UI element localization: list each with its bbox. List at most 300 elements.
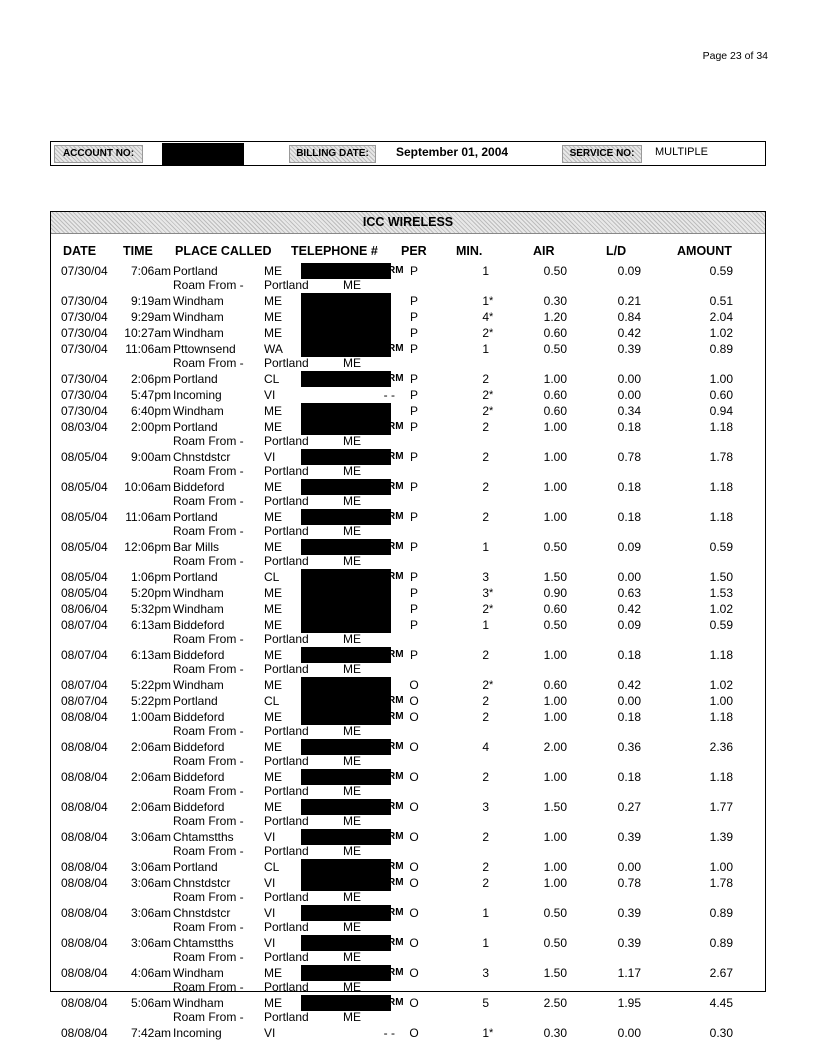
roam-from-row: [51, 464, 765, 478]
call-place: Chtamstths: [173, 936, 234, 950]
call-row: [51, 420, 765, 434]
air-charge: 2.50: [543, 996, 567, 1010]
call-minutes: 2: [482, 388, 489, 402]
air-charge: 1.50: [543, 966, 567, 980]
call-minutes: 3: [482, 586, 489, 600]
call-date: 08/08/04: [61, 906, 108, 920]
long-distance-charge: 0.27: [617, 800, 641, 814]
air-charge: 0.60: [543, 602, 567, 616]
telephone-redaction: [301, 293, 391, 309]
call-minutes: 1: [482, 906, 489, 920]
roaming-flag: RM: [388, 831, 404, 842]
call-amount: 0.89: [709, 936, 733, 950]
telephone-redaction: [301, 875, 391, 891]
call-place: Chtamstths: [173, 830, 234, 844]
air-charge: 0.50: [543, 936, 567, 950]
call-place: Windham: [173, 326, 224, 340]
col-time: TIME: [123, 244, 153, 258]
call-period: P: [409, 326, 418, 340]
call-place: Portland: [173, 860, 218, 874]
roaming-flag: RM: [388, 649, 404, 660]
billing-date-label: BILLING DATE:: [289, 145, 376, 163]
col-date: DATE: [63, 244, 97, 258]
call-time: 3:06am: [130, 860, 171, 874]
air-charge: 0.50: [543, 264, 567, 278]
call-state: ME: [264, 770, 282, 784]
air-charge: 1.00: [543, 372, 567, 386]
call-time: 3:06am: [130, 830, 171, 844]
call-state: ME: [264, 740, 282, 754]
call-minutes: 3: [482, 570, 489, 584]
call-period: P: [409, 388, 418, 402]
call-amount: 2.67: [709, 966, 733, 980]
air-charge: 1.00: [543, 694, 567, 708]
call-place: Biddeford: [173, 800, 225, 814]
air-charge: 0.60: [543, 388, 567, 402]
call-amount: 1.18: [709, 648, 733, 662]
roam-from-city: Portland: [264, 356, 309, 370]
call-period: P: [409, 372, 418, 386]
roam-from-row: [51, 890, 765, 904]
call-date: 08/08/04: [61, 1026, 108, 1040]
roam-from-state: ME: [343, 554, 361, 568]
call-time: 2:06am: [130, 800, 171, 814]
minutes-note-marker: *: [489, 587, 494, 599]
call-place: Biddeford: [173, 618, 225, 632]
call-time: 2:06am: [130, 740, 171, 754]
long-distance-charge: 0.00: [617, 694, 641, 708]
call-date: 07/30/04: [61, 326, 108, 340]
roaming-flag: RM: [388, 997, 404, 1008]
call-state: ME: [264, 996, 282, 1010]
call-row: [51, 876, 765, 890]
telephone-redaction: [301, 739, 391, 755]
call-period: P: [409, 648, 418, 662]
call-date: 08/05/04: [61, 450, 108, 464]
call-minutes: 4: [482, 740, 489, 754]
roam-from-label: Roam From -: [173, 844, 244, 858]
call-amount: 0.89: [709, 906, 733, 920]
air-charge: 1.20: [543, 310, 567, 324]
call-row: [51, 740, 765, 754]
roaming-flag: RM: [388, 861, 404, 872]
call-period: P: [409, 510, 418, 524]
call-state: CL: [264, 570, 280, 584]
air-charge: 1.00: [543, 710, 567, 724]
call-period: P: [409, 264, 418, 278]
call-state: VI: [264, 876, 276, 890]
telephone-redaction: [301, 693, 391, 709]
roam-from-state: ME: [343, 920, 361, 934]
call-time: 12:06pm: [124, 540, 171, 554]
roam-from-label: Roam From -: [173, 464, 244, 478]
roam-from-row: [51, 554, 765, 568]
call-amount: 2.04: [709, 310, 733, 324]
call-amount: 0.60: [709, 388, 733, 402]
call-time: 1:06pm: [130, 570, 171, 584]
call-period: O: [409, 770, 419, 784]
air-charge: 1.00: [543, 480, 567, 494]
call-amount: 1.78: [709, 450, 733, 464]
call-minutes: 2: [482, 326, 489, 340]
roam-from-row: [51, 524, 765, 538]
call-amount: 1.18: [709, 420, 733, 434]
call-time: 7:06am: [130, 264, 171, 278]
call-date: 08/05/04: [61, 570, 108, 584]
call-minutes: 1: [482, 264, 489, 278]
call-place: Incoming: [173, 1026, 222, 1040]
call-period: P: [409, 480, 418, 494]
air-charge: 1.00: [543, 860, 567, 874]
telephone-redaction: [301, 709, 391, 725]
long-distance-charge: 0.21: [617, 294, 641, 308]
call-date: 07/30/04: [61, 372, 108, 386]
roam-from-label: Roam From -: [173, 662, 244, 676]
telephone-redaction: [301, 799, 391, 815]
telephone-redaction: [301, 309, 391, 325]
roam-from-label: Roam From -: [173, 524, 244, 538]
call-row: [51, 648, 765, 662]
call-minutes: 2: [482, 450, 489, 464]
call-row: [51, 372, 765, 386]
account-no-label: ACCOUNT NO:: [54, 145, 143, 163]
telephone-redaction: [301, 539, 391, 555]
roaming-flag: RM: [388, 741, 404, 752]
call-row: [51, 602, 765, 616]
minutes-note-marker: *: [489, 679, 494, 691]
call-minutes: 3: [482, 966, 489, 980]
roam-from-city: Portland: [264, 950, 309, 964]
call-minutes: 2: [482, 860, 489, 874]
call-time: 2:00pm: [130, 420, 171, 434]
call-state: ME: [264, 404, 282, 418]
call-date: 08/08/04: [61, 770, 108, 784]
call-place: Windham: [173, 966, 224, 980]
call-time: 4:06am: [130, 966, 171, 980]
call-minutes: 1: [482, 540, 489, 554]
call-amount: 1.02: [709, 602, 733, 616]
roam-from-row: [51, 434, 765, 448]
call-minutes: 3: [482, 800, 489, 814]
call-date: 08/08/04: [61, 860, 108, 874]
roaming-flag: RM: [388, 877, 404, 888]
roam-from-city: Portland: [264, 724, 309, 738]
roam-from-state: ME: [343, 464, 361, 478]
col-per: PER: [401, 244, 427, 258]
long-distance-charge: 0.63: [617, 586, 641, 600]
roam-from-row: [51, 920, 765, 934]
roaming-flag: RM: [388, 907, 404, 918]
long-distance-charge: 0.78: [617, 876, 641, 890]
roam-from-label: Roam From -: [173, 494, 244, 508]
roam-from-label: Roam From -: [173, 434, 244, 448]
roam-from-city: Portland: [264, 554, 309, 568]
long-distance-charge: 0.42: [617, 678, 641, 692]
col-amount: AMOUNT: [677, 244, 732, 258]
call-minutes: 2: [482, 480, 489, 494]
call-row: [51, 860, 765, 874]
call-amount: 0.59: [709, 264, 733, 278]
minutes-note-marker: *: [489, 389, 494, 401]
call-time: 7:42am: [130, 1026, 171, 1040]
call-minutes: 2: [482, 372, 489, 386]
call-place: Biddeford: [173, 710, 225, 724]
call-row: [51, 510, 765, 524]
call-state: VI: [264, 830, 276, 844]
minutes-note-marker: *: [489, 405, 494, 417]
call-minutes: 2: [482, 420, 489, 434]
col-min: MIN.: [456, 244, 483, 258]
call-place: Portland: [173, 372, 218, 386]
call-time: 9:19am: [130, 294, 171, 308]
roam-from-city: Portland: [264, 524, 309, 538]
call-date: 08/05/04: [61, 540, 108, 554]
call-place: Windham: [173, 294, 224, 308]
call-date: 08/08/04: [61, 710, 108, 724]
long-distance-charge: 0.18: [617, 420, 641, 434]
call-period: O: [409, 800, 419, 814]
call-date: 07/30/04: [61, 404, 108, 418]
long-distance-charge: 0.18: [617, 710, 641, 724]
account-no-redaction: [162, 143, 244, 165]
roam-from-label: Roam From -: [173, 754, 244, 768]
call-minutes: 2: [482, 876, 489, 890]
roam-from-row: [51, 844, 765, 858]
long-distance-charge: 1.17: [617, 966, 641, 980]
call-amount: 0.59: [709, 618, 733, 632]
air-charge: 0.30: [543, 1026, 567, 1040]
telephone-redaction: [301, 479, 391, 495]
call-place: Biddeford: [173, 740, 225, 754]
roam-from-state: ME: [343, 356, 361, 370]
air-charge: 0.90: [543, 586, 567, 600]
call-row: [51, 618, 765, 632]
call-place: Chnstdstcr: [173, 450, 231, 464]
call-row: [51, 936, 765, 950]
call-place: Chnstdstcr: [173, 876, 231, 890]
air-charge: 0.50: [543, 540, 567, 554]
roaming-flag: RM: [388, 421, 404, 432]
roam-from-state: ME: [343, 494, 361, 508]
long-distance-charge: 0.39: [617, 936, 641, 950]
call-time: 5:20pm: [130, 586, 171, 600]
call-time: 3:06am: [130, 906, 171, 920]
long-distance-charge: 0.00: [617, 860, 641, 874]
roaming-flag: RM: [388, 801, 404, 812]
call-period: P: [409, 342, 418, 356]
call-amount: 1.78: [709, 876, 733, 890]
call-minutes: 1: [482, 618, 489, 632]
call-row: [51, 570, 765, 584]
call-row: [51, 586, 765, 600]
call-row: [51, 830, 765, 844]
call-row: [51, 710, 765, 724]
long-distance-charge: 0.18: [617, 770, 641, 784]
call-amount: 0.30: [709, 1026, 733, 1040]
call-amount: 0.59: [709, 540, 733, 554]
call-time: 6:13am: [130, 618, 171, 632]
call-period: P: [409, 540, 418, 554]
roam-from-label: Roam From -: [173, 554, 244, 568]
call-place: Windham: [173, 310, 224, 324]
call-place: Windham: [173, 602, 224, 616]
telephone-redaction: [301, 647, 391, 663]
call-period: P: [409, 420, 418, 434]
call-state: CL: [264, 860, 280, 874]
call-minutes: 1: [482, 936, 489, 950]
call-amount: 1.00: [709, 694, 733, 708]
page-number: Page 23 of 34: [702, 50, 768, 62]
call-time: 5:06am: [130, 996, 171, 1010]
roam-from-label: Roam From -: [173, 784, 244, 798]
call-period: O: [409, 906, 419, 920]
long-distance-charge: 0.00: [617, 372, 641, 386]
roam-from-city: Portland: [264, 662, 309, 676]
col-place: PLACE CALLED: [175, 244, 272, 258]
call-place: Pttownsend: [173, 342, 236, 356]
call-minutes: 2: [482, 694, 489, 708]
call-minutes: 2: [482, 830, 489, 844]
call-state: ME: [264, 510, 282, 524]
roaming-flag: RM: [388, 937, 404, 948]
roam-from-row: [51, 662, 765, 676]
air-charge: 1.00: [543, 450, 567, 464]
long-distance-charge: 0.78: [617, 450, 641, 464]
call-amount: 1.77: [709, 800, 733, 814]
roam-from-city: Portland: [264, 844, 309, 858]
call-time: 5:47pm: [130, 388, 171, 402]
long-distance-charge: 0.34: [617, 404, 641, 418]
col-telephone: TELEPHONE #: [291, 244, 378, 258]
long-distance-charge: 0.84: [617, 310, 641, 324]
roam-from-city: Portland: [264, 920, 309, 934]
roam-from-state: ME: [343, 950, 361, 964]
call-minutes: 1: [482, 342, 489, 356]
call-row: [51, 770, 765, 784]
call-amount: 0.94: [709, 404, 733, 418]
call-state: ME: [264, 710, 282, 724]
roam-from-label: Roam From -: [173, 814, 244, 828]
roam-from-city: Portland: [264, 434, 309, 448]
call-place: Portland: [173, 264, 218, 278]
telephone-redaction: [301, 601, 391, 617]
air-charge: 1.50: [543, 800, 567, 814]
call-period: P: [409, 294, 418, 308]
call-row: [51, 326, 765, 340]
call-state: ME: [264, 966, 282, 980]
air-charge: 0.50: [543, 906, 567, 920]
call-period: P: [409, 618, 418, 632]
call-time: 5:32pm: [130, 602, 171, 616]
air-charge: 2.00: [543, 740, 567, 754]
call-row: [51, 906, 765, 920]
call-period: O: [409, 1026, 419, 1040]
long-distance-charge: 0.00: [617, 570, 641, 584]
call-amount: 2.36: [709, 740, 733, 754]
roam-from-label: Roam From -: [173, 356, 244, 370]
call-row: [51, 264, 765, 278]
roam-from-city: Portland: [264, 632, 309, 646]
roaming-flag: RM: [388, 571, 404, 582]
telephone-redaction: [301, 509, 391, 525]
call-period: O: [409, 860, 419, 874]
roam-from-city: Portland: [264, 890, 309, 904]
call-time: 2:06am: [130, 770, 171, 784]
roam-from-row: [51, 632, 765, 646]
telephone-redaction: [301, 905, 391, 921]
account-header: [50, 141, 766, 166]
roam-from-city: Portland: [264, 1010, 309, 1024]
long-distance-charge: 0.39: [617, 342, 641, 356]
roaming-flag: RM: [388, 373, 404, 384]
telephone-redaction: [301, 341, 391, 357]
call-time: 11:06am: [125, 510, 171, 524]
long-distance-charge: 0.18: [617, 648, 641, 662]
long-distance-charge: 1.95: [617, 996, 641, 1010]
roaming-flag: RM: [388, 771, 404, 782]
roam-from-label: Roam From -: [173, 632, 244, 646]
call-date: 08/08/04: [61, 996, 108, 1010]
telephone-redaction: [301, 859, 391, 875]
telephone-redaction: [301, 829, 391, 845]
telephone-redaction: [301, 585, 391, 601]
roam-from-state: ME: [343, 844, 361, 858]
long-distance-charge: 0.42: [617, 602, 641, 616]
roaming-flag: RM: [388, 541, 404, 552]
long-distance-charge: 0.00: [617, 1026, 641, 1040]
roam-from-row: [51, 278, 765, 292]
roam-from-label: Roam From -: [173, 1010, 244, 1024]
telephone-redaction: [301, 403, 391, 419]
roam-from-row: [51, 980, 765, 994]
call-row: [51, 480, 765, 494]
roaming-flag: RM: [388, 481, 404, 492]
call-minutes: 2: [482, 602, 489, 616]
call-period: P: [409, 570, 418, 584]
call-time: 10:27am: [124, 326, 171, 340]
call-state: WA: [264, 342, 283, 356]
call-period: O: [409, 966, 419, 980]
call-place: Windham: [173, 996, 224, 1010]
call-amount: 1.39: [709, 830, 733, 844]
call-amount: 1.18: [709, 710, 733, 724]
call-minutes: 4: [482, 310, 489, 324]
roam-from-city: Portland: [264, 814, 309, 828]
roam-from-state: ME: [343, 1010, 361, 1024]
call-amount: 1.18: [709, 480, 733, 494]
roam-from-row: [51, 814, 765, 828]
call-place: Windham: [173, 678, 224, 692]
call-minutes: 1: [482, 294, 489, 308]
air-charge: 0.50: [543, 618, 567, 632]
call-period: P: [409, 310, 418, 324]
roam-from-row: [51, 784, 765, 798]
roam-from-label: Roam From -: [173, 890, 244, 904]
telephone-redaction: [301, 449, 391, 465]
service-no-value: MULTIPLE: [655, 146, 708, 158]
incoming-number-dashes: - -: [383, 1026, 395, 1040]
call-row: [51, 294, 765, 308]
call-time: 1:00am: [130, 710, 171, 724]
call-place: Biddeford: [173, 648, 225, 662]
call-date: 08/08/04: [61, 876, 108, 890]
call-period: O: [409, 936, 419, 950]
air-charge: 0.60: [543, 404, 567, 418]
call-time: 9:00am: [130, 450, 171, 464]
roaming-flag: RM: [388, 451, 404, 462]
roam-from-state: ME: [343, 278, 361, 292]
long-distance-charge: 0.09: [617, 540, 641, 554]
